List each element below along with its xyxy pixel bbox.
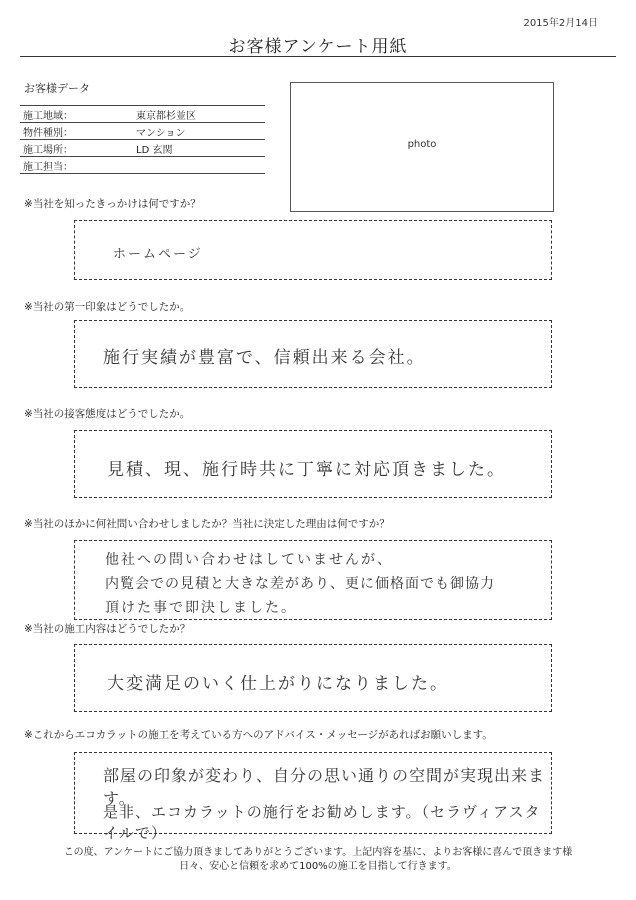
question-5: ※当社の施工内容はどうでしたか？: [24, 623, 191, 635]
row-label: 物件種別：: [20, 123, 106, 140]
row-value: 東京都杉並区: [106, 106, 265, 123]
row-value: [106, 157, 265, 174]
question-1: ※当社を知ったきっかけは何ですか？: [24, 198, 201, 210]
answer-box-1: [74, 220, 552, 280]
photo-label: photo: [407, 139, 437, 150]
answer-4-line-3: 頂けた事で即決しました。: [105, 600, 297, 616]
page-title: お客様アンケート用紙: [228, 37, 408, 57]
answer-box-5: [74, 644, 552, 712]
answer-box-6: [74, 752, 552, 842]
photo-placeholder: [290, 82, 554, 212]
table-row: [20, 123, 265, 140]
footer-line-2: 日々、安心と信頼を求めて100%の施工を目指して行きます。: [179, 861, 457, 872]
title-divider: [20, 56, 616, 57]
question-2: ※当社の第一印象はどうでしたか。: [24, 301, 191, 313]
row-label: 施工地域：: [20, 106, 106, 123]
customer-data-table: [20, 105, 265, 174]
customer-data-heading: お客様データ: [24, 82, 90, 95]
answer-2-line-1: 施行実績が豊富で、信頼出来る会社。: [103, 348, 426, 368]
row-value: LD 玄関: [106, 140, 265, 157]
question-6: ※これからエコカラットの施工を考えている方へのアドバイス・メッセージがあればお願いします。: [24, 729, 493, 741]
row-value: マンション: [106, 123, 265, 140]
row-label: 施工場所：: [20, 140, 106, 157]
answer-box-4: [74, 540, 552, 620]
answer-4-line-2: 内覧会での見積と大きな差があり、更に価格面でも御協力: [105, 576, 495, 592]
answer-6-line-2: 是非、エコカラットの施行をお勧めします。（セラヴィアスタイルで）: [103, 803, 541, 842]
table-row: [20, 157, 265, 174]
answer-4-line-1: 他社への問い合わせはしていませんが、: [105, 552, 393, 568]
table-row: [20, 106, 265, 123]
answer-1-line-1: ホームページ: [113, 247, 203, 262]
question-4: ※当社のほかに何社問い合わせしましたか？当社に決定した理由は何ですか？: [24, 518, 390, 530]
footer-line-1: この度、アンケートにご協力頂きましてありがとうございます。上記内容を基に、よりお客様に喜んで頂きます様: [63, 847, 573, 858]
survey-date: 2015年2月14日: [523, 18, 598, 29]
table-row: [20, 140, 265, 157]
answer-6-line-1: 部屋の印象が変わり、自分の思い通りの空間が実現出来ます。: [103, 766, 546, 808]
row-label: 施工担当：: [20, 157, 106, 174]
answer-box-2: [74, 320, 552, 388]
question-3: ※当社の接客態度はどうでしたか。: [24, 408, 191, 420]
answer-3-line-1: 見積、現、施行時共に丁寧に対応頂きました。: [107, 460, 506, 480]
answer-box-3: [74, 430, 552, 498]
answer-5-line-1: 大変満足のいく仕上がりになりました。: [107, 674, 449, 694]
